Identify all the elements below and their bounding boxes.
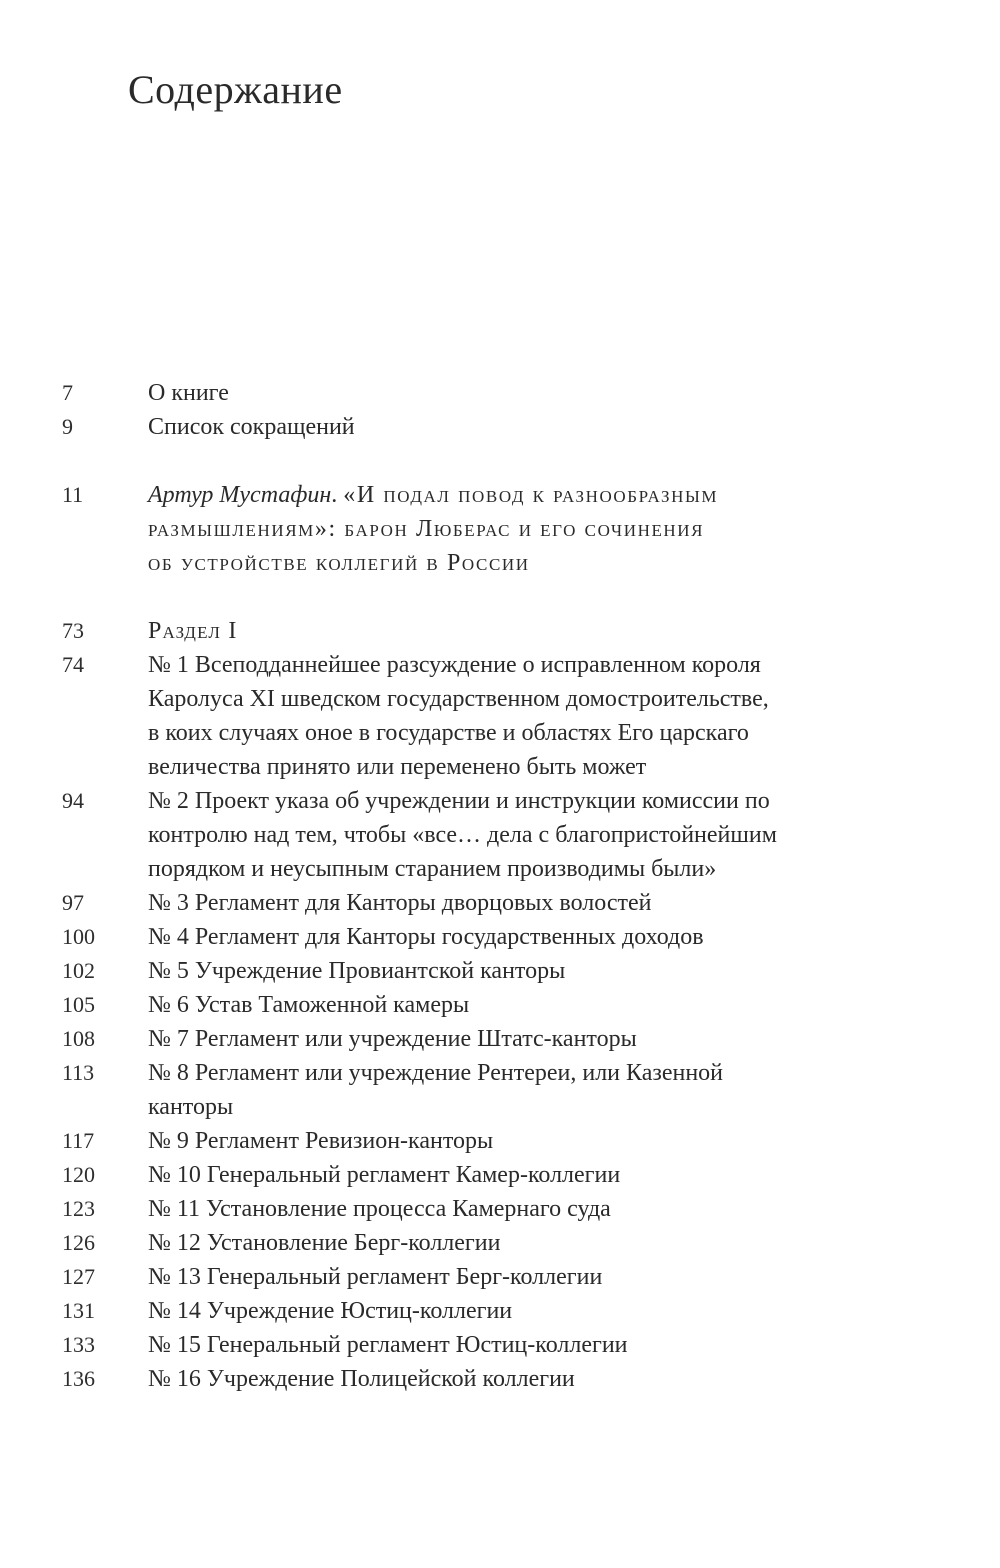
entry-title: [148, 1226, 962, 1260]
entry-title-line: № 10 Генеральный регламент Камер-коллегии: [148, 1162, 621, 1188]
entry-title: [148, 1362, 962, 1396]
toc-entry-document[interactable]: [62, 1056, 962, 1124]
page-number: 133: [62, 1332, 95, 1357]
page-number: 126: [62, 1230, 95, 1255]
entry-title-line: Каролуса XI шведском государственном домостроительстве,: [148, 686, 769, 712]
section-heading: Раздел I: [148, 618, 238, 644]
entry-title-line: № 11 Установление процесса Камернаго суда: [148, 1196, 611, 1222]
page-number: 123: [62, 1196, 95, 1221]
toc-entry-document[interactable]: [62, 988, 962, 1022]
toc-entry-document[interactable]: [62, 1260, 962, 1294]
entry-title: Список сокращений: [148, 414, 355, 440]
toc-entry-document[interactable]: [62, 784, 962, 886]
essay-title-line-3: об устройстве коллегий в России: [148, 550, 530, 576]
toc-entry-essay[interactable]: [62, 478, 962, 580]
page-number: 113: [62, 1060, 95, 1085]
entry-title-line: № 14 Учреждение Юстиц-коллегии: [148, 1298, 513, 1324]
toc-entry-abbreviations[interactable]: [62, 410, 962, 444]
toc-entry-document[interactable]: [62, 1192, 962, 1226]
toc-entry-document[interactable]: [62, 1158, 962, 1192]
toc-entry-section[interactable]: [62, 614, 962, 648]
toc-entry-document[interactable]: [62, 1124, 962, 1158]
entry-title-line: № 5 Учреждение Провиантской канторы: [148, 958, 566, 984]
page-number: 105: [62, 992, 95, 1017]
toc-entry-document[interactable]: [62, 1022, 962, 1056]
page-number: 102: [62, 958, 95, 983]
entry-title-line: № 16 Учреждение Полицейской коллегии: [148, 1366, 575, 1392]
essay-separator: .: [331, 482, 344, 508]
page-number: 131: [62, 1298, 95, 1323]
entry-title: [148, 920, 962, 954]
page-number: 9: [62, 414, 73, 439]
entry-title: [148, 1056, 962, 1124]
entry-title-line: № 8 Регламент или учреждение Рентереи, или Казенной: [148, 1060, 724, 1086]
page-number: 97: [62, 890, 84, 915]
page-number: 100: [62, 924, 95, 949]
toc-entry-document[interactable]: [62, 648, 962, 784]
toc-entry-document[interactable]: [62, 1226, 962, 1260]
page-number: 73: [62, 618, 84, 643]
entry-title-line: № 7 Регламент или учреждение Штатс-канторы: [148, 1026, 637, 1052]
essay-title-line-2: размышлениям»: барон Люберас и его сочинения: [148, 516, 705, 542]
toc-entry-document[interactable]: [62, 1328, 962, 1362]
entry-title: [148, 1124, 962, 1158]
entry-title: О книге: [148, 380, 229, 406]
page-number: 11: [62, 482, 84, 507]
entry-title-line: контролю над тем, чтобы «все… дела с благопристойнейшим: [148, 822, 777, 848]
toc-entry-document[interactable]: [62, 886, 962, 920]
entry-title: [148, 886, 962, 920]
toc-entry-document[interactable]: [62, 954, 962, 988]
table-of-contents: [62, 376, 962, 1396]
entry-title: [148, 1192, 962, 1226]
entry-title-line: № 12 Установление Берг-коллегии: [148, 1230, 501, 1256]
entry-title-line: порядком и неусыпным старанием производимы были»: [148, 856, 717, 882]
page-number: 136: [62, 1366, 95, 1391]
entry-title-line: № 2 Проект указа об учреждении и инструкции комиссии по: [148, 788, 770, 814]
entry-title: [148, 1294, 962, 1328]
entry-title: [148, 1328, 962, 1362]
entry-title-line: канторы: [148, 1094, 234, 1120]
entry-title: [148, 648, 962, 784]
essay-block: [148, 478, 962, 580]
entry-title-line: № 15 Генеральный регламент Юстиц-коллегии: [148, 1332, 628, 1358]
page-number: 117: [62, 1128, 95, 1153]
entry-title: [148, 1158, 962, 1192]
page-number: 94: [62, 788, 84, 813]
entry-title-line: № 1 Всеподданнейшее разсуждение о исправленном короля: [148, 652, 761, 678]
essay-author: Артур Мустафин: [148, 482, 332, 508]
entry-title-line: № 3 Регламент для Канторы дворцовых волостей: [148, 890, 652, 916]
entry-title: [148, 1022, 962, 1056]
entry-title: [148, 954, 962, 988]
entry-title-line: № 13 Генеральный регламент Берг-коллегии: [148, 1264, 603, 1290]
toc-entry-document[interactable]: [62, 920, 962, 954]
entry-title: [148, 988, 962, 1022]
page-title: Содержание: [128, 67, 343, 112]
page-number: 120: [62, 1162, 95, 1187]
document-list: [62, 648, 962, 1396]
entry-title-line: в коих случаях оное в государстве и областях Его царскаго: [148, 720, 749, 746]
toc-entry-about[interactable]: [62, 376, 962, 410]
essay-title-line-1: «И подал повод к разнообразным: [343, 482, 719, 508]
entry-title-line: № 9 Регламент Ревизион-канторы: [148, 1128, 494, 1154]
entry-title: [148, 1260, 962, 1294]
page-number: 74: [62, 652, 84, 677]
page-number: 108: [62, 1026, 95, 1051]
entry-title-line: № 4 Регламент для Канторы государственных доходов: [148, 924, 704, 950]
essay-line-1: [148, 478, 962, 512]
page-number: 127: [62, 1264, 95, 1289]
entry-title: [148, 784, 962, 886]
entry-title-line: величества принято или переменено быть может: [148, 754, 647, 780]
page-number: 7: [62, 380, 73, 405]
toc-entry-document[interactable]: [62, 1362, 962, 1396]
entry-title-line: № 6 Устав Таможенной камеры: [148, 992, 470, 1018]
toc-entry-document[interactable]: [62, 1294, 962, 1328]
